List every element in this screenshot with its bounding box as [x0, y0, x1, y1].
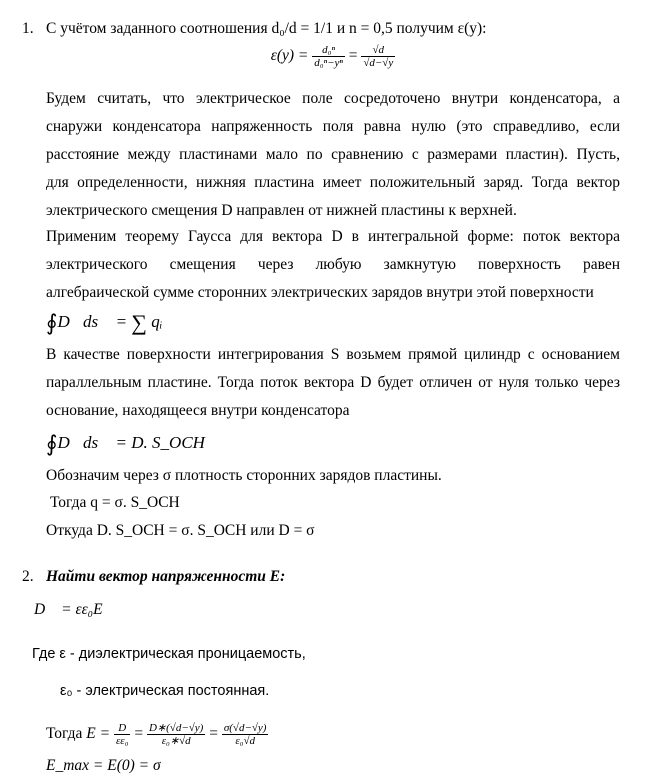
flux-formula: ∮D⃗ds⃗ = D. S_OCH	[46, 431, 205, 456]
item-1-heading: С учётом заданного соотношения d₀/d = 1/1 и n = 0,5 получим ε(y):	[46, 20, 487, 37]
definition-epsilon0: ε₀ - электрическая постоянная.	[60, 683, 270, 699]
definition-epsilon: Где ε - диэлектрическая проницаемость,	[32, 646, 306, 662]
list-number: 2.	[22, 568, 34, 585]
paragraph-line: В качестве поверхности интегрирования S возьмем прямой цилиндр с основанием	[46, 346, 620, 363]
fraction-2: $\frac{√d}{√d-√y}$	[363, 44, 394, 69]
result-formula: Откуда D. S_OCH = σ. S_OCH или D = σ	[46, 522, 315, 539]
paragraph-line: параллельным пластине. Тогда поток вектора D будет отличен от нуля только через	[46, 374, 620, 391]
paragraph-line: снаружи конденсатора напряженность поля равна нулю (это справедливо, если	[46, 118, 620, 135]
charge-formula: Тогда q = σ. S_OCH	[50, 494, 180, 511]
formula-epsilon-y: ε(y) = $\frac{\text{d₀ⁿ}}{\text{d₀ⁿ−yⁿ}}$ = $\frac{√d}{√d-√y}$	[270, 44, 394, 69]
paragraph-line: для определенности, нижняя пластина имеет положительный заряд. Тогда вектор	[46, 174, 620, 191]
item-2-heading: Найти вектор напряженности E:	[46, 568, 286, 585]
fraction-1: $\frac{\text{d₀ⁿ}}{\text{d₀ⁿ−yⁿ}}$	[314, 44, 343, 69]
list-number: 1.	[22, 20, 34, 37]
paragraph-line: Будем считать, что электрическое поле сосредоточено внутри конденсатора, а	[46, 90, 620, 107]
paragraph-line: расстояние между пластинами мало по сравнению с размерами пластин). Пусть,	[46, 146, 620, 163]
gauss-formula: ∮D⃗ds⃗ = ∑ qᵢ	[46, 310, 163, 335]
paragraph-line: Применим теорему Гаусса для вектора D в интегральной форме: поток вектора	[46, 228, 620, 245]
paragraph-line: Обозначим через σ плотность сторонних зарядов пластины.	[46, 467, 442, 484]
paragraph-line: основание, находящееся внутри конденсатора	[46, 402, 350, 419]
e-formula: Тогда E = $\frac{D}{\text{εε₀}}$ = $\frac{D∗(√d-√y)}{\text{ε₀∗√d}}$ = $\frac{\sigma(√d-√y)}{\text{ε₀√d}}$	[46, 722, 267, 747]
paragraph-line: электрического смещения через любую замкнутую поверхность равен	[46, 256, 620, 273]
paragraph-line: электрического смещения D направлен от нижней пластины к верхней.	[46, 202, 517, 219]
paragraph-line: алгебраической сумме сторонних электрических зарядов внутри этой поверхности	[46, 284, 594, 301]
d-formula: D⃗ = εε₀E⃗	[34, 601, 115, 618]
e-max-formula: E_max = E(0) = σ	[46, 757, 161, 774]
